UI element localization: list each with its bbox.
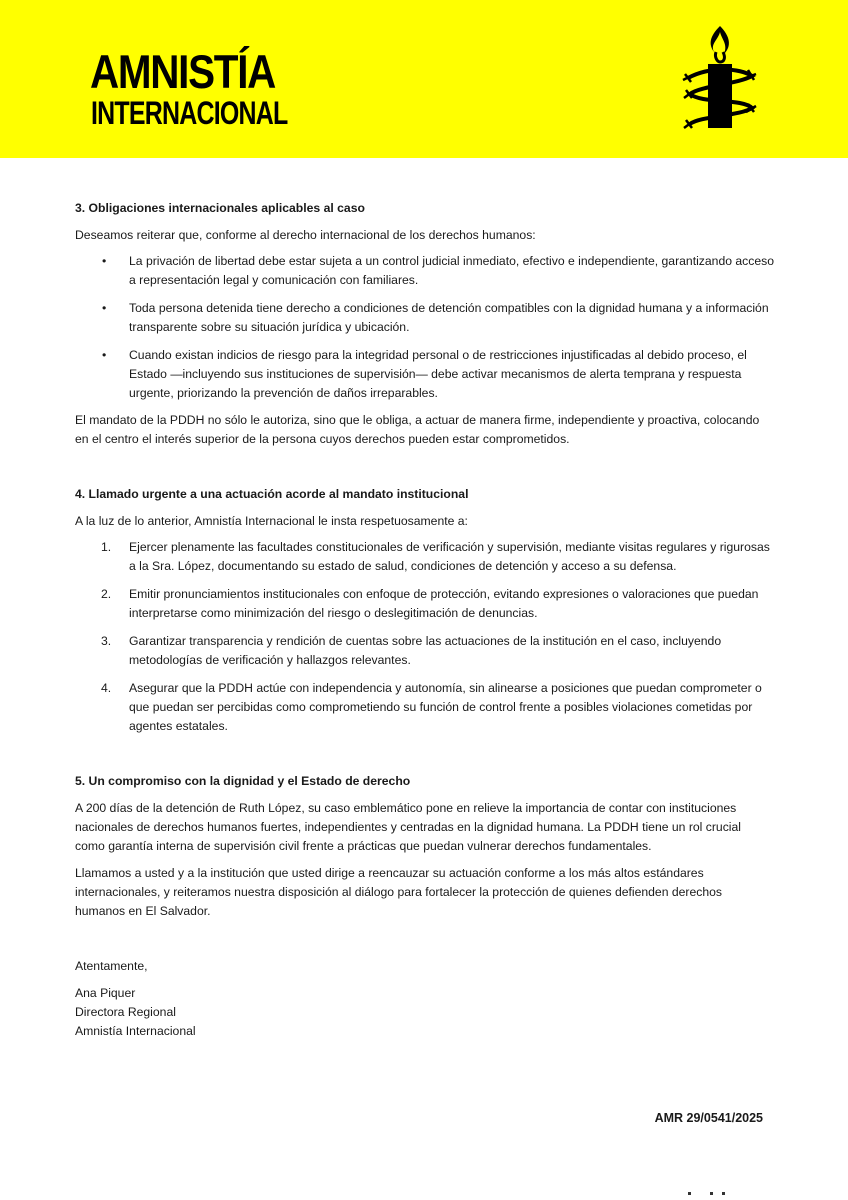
- bullet-text: Cuando existan indicios de riesgo para la integridad personal o de restricciones injustificadas al debido proceso, el Estado —incluyendo sus instituciones de supervisión— debe activar mecanismos de alerta temprana y respuesta urgente, priorizando la prevención de daños irreparables.: [129, 348, 747, 400]
- list-item: [75, 252, 775, 290]
- item-number: 2.: [101, 587, 112, 601]
- item-text: Asegurar que la PDDH actúe con independencia y autonomía, sin alinearse a posiciones que puedan comprometer o que puedan ser percibidas como comprometiendo su función de control frente a posibles violaciones cometidas por agentes estatales.: [129, 681, 762, 733]
- signer-title: Directora Regional: [75, 1005, 176, 1019]
- section3-closing: El mandato de la PDDH no sólo le autoriza, sino que le obliga, a actuar de manera firme, independiente y proactiva, colocando en el centro el interés superior de la persona cuyos derechos pueden estar comprometidos.: [75, 413, 760, 446]
- bullet-text: La privación de libertad debe estar sujeta a un control judicial inmediato, efectivo e independiente, garantizando acceso a representación legal y comunicación con familiares.: [129, 254, 775, 287]
- section3-intro: Deseamos reiterar que, conforme al derecho internacional de los derechos humanos:: [75, 228, 536, 242]
- signer-organization: Amnistía Internacional: [75, 1024, 196, 1038]
- section5-paragraph2: Llamamos a usted y a la institución que usted dirige a reencauzar su actuación conforme a los más altos estándares internacionales, y reiteramos nuestra disposición al diálogo para fortalecer la protección de quienes defienden derechos humanos en El Salvador.: [75, 866, 723, 918]
- paragraph-line: nacionales de derechos humanos fuertes, independientes y centradas en la dignidad humana. La PDDH tiene un rol crucial: [75, 820, 741, 834]
- signature-closing: Atentamente,: [75, 959, 148, 973]
- signature-block: [75, 984, 775, 1041]
- paragraph-line: como garantía interna de supervisión civil frente a prácticas que puedan vulnerar derechos fundamentales.: [75, 839, 652, 853]
- list-item: [75, 585, 775, 623]
- section3-bullet-list: [75, 252, 775, 403]
- letter-body: [75, 199, 775, 1041]
- document-reference-code: AMR 29/0541/2025: [654, 1111, 763, 1125]
- section5-paragraph1: [75, 799, 775, 856]
- section4-numbered-list: [75, 538, 775, 736]
- section4-heading: 4. Llamado urgente a una actuación acorde al mandato institucional: [75, 487, 469, 501]
- section3-heading: 3. Obligaciones internacionales aplicables al caso: [75, 201, 365, 215]
- item-text: Garantizar transparencia y rendición de cuentas sobre las actuaciones de la institución en el caso, incluyendo metodologías de verificación y hallazgos relevantes.: [129, 634, 722, 667]
- item-number: 4.: [101, 681, 112, 695]
- paragraph-line: A 200 días de la detención de Ruth López, su caso emblemático pone en relieve la importancia de contar con instituciones: [75, 801, 737, 815]
- section4-intro: A la luz de lo anterior, Amnistía Internacional le insta respetuosamente a:: [75, 514, 468, 528]
- list-item: [75, 346, 775, 403]
- bullet-icon: •: [102, 254, 107, 268]
- brand-name-line1: AMNISTÍA: [90, 45, 276, 98]
- item-number: 1.: [101, 540, 112, 554]
- bullet-text: Toda persona detenida tiene derecho a condiciones de detención compatibles con la dignidad humana y a información transparente sobre su situación jurídica y ubicación.: [129, 301, 769, 334]
- list-item: [75, 538, 775, 576]
- letterhead-banner: [0, 0, 848, 158]
- bullet-icon: •: [102, 301, 107, 315]
- page-edge-mark: [688, 1192, 728, 1195]
- candle-barbed-wire-icon: [680, 22, 760, 134]
- item-number: 3.: [101, 634, 112, 648]
- list-item: [75, 679, 775, 736]
- list-item: [75, 299, 775, 337]
- item-text: Emitir pronunciamientos institucionales con enfoque de protección, evitando expresiones o valoraciones que puedan interpretarse como minimización del riesgo o deslegitimación de denuncias.: [129, 587, 759, 620]
- signer-name: Ana Piquer: [75, 986, 136, 1000]
- section5-heading: 5. Un compromiso con la dignidad y el Estado de derecho: [75, 774, 411, 788]
- bullet-icon: •: [102, 348, 107, 362]
- brand-name-line2: INTERNACIONAL: [91, 95, 288, 131]
- item-text: Ejercer plenamente las facultades constitucionales de verificación y supervisión, mediante visitas regulares y rigurosas a la Sra. López, documentando su estado de salud, condiciones de detención y acceso a su defensa.: [129, 540, 770, 573]
- list-item: [75, 632, 775, 670]
